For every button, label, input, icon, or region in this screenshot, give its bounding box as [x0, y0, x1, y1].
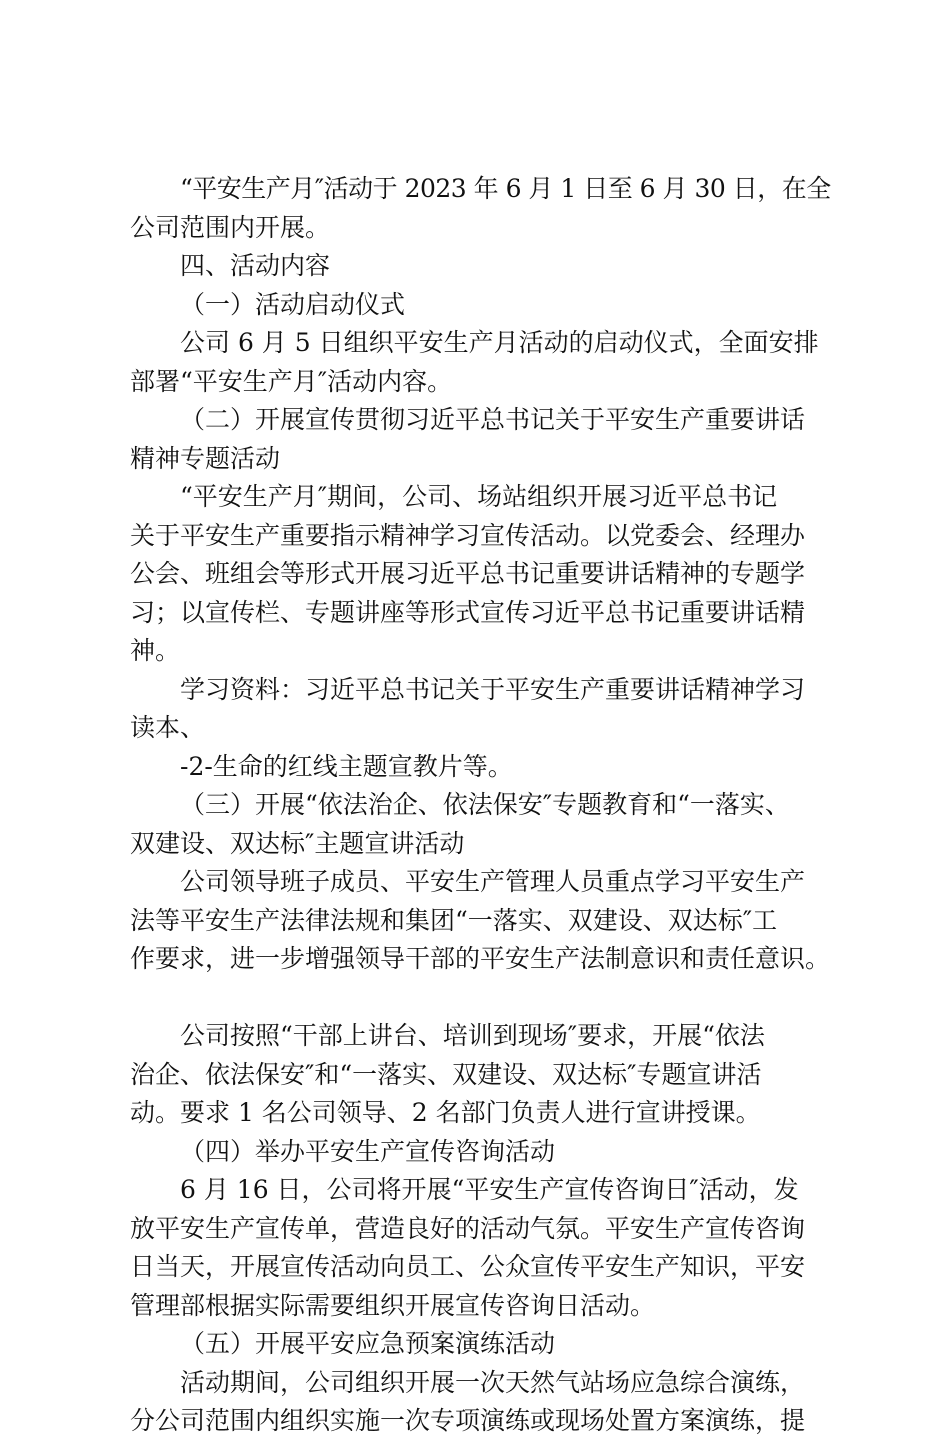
paragraph-line: 读本、	[130, 713, 206, 742]
paragraph-line: 关于平安生产重要指示精神学习宣传活动。以党委会、经理办	[130, 520, 806, 550]
paragraph-line: 作要求，进一步增强领导干部的平安生产法制意识和责任意识。	[130, 944, 831, 973]
paragraph-line: 公司范围内开展。	[130, 212, 331, 242]
paragraph-line: 学习资料：习近平总书记关于平安生产重要讲话精神学习	[180, 674, 806, 704]
subsection-heading: （四）举办平安生产宣传咨询活动	[180, 1136, 556, 1166]
paragraph-line: 公司领导班子成员、平安生产管理人员重点学习平安生产	[180, 867, 806, 896]
paragraph-line: 习；以宣传栏、专题讲座等形式宣传习近平总书记重要讲话精	[130, 597, 806, 627]
paragraph-line: 6 月 16 日，公司将开展“平安生产宣传咨询日″活动，发	[180, 1175, 799, 1204]
paragraph-line: 法等平安生产法律法规和集团“一落实、双建设、双达标″工	[130, 905, 778, 935]
paragraph-line: 神。	[130, 636, 181, 665]
paragraph-line: 部署“平安生产月″活动内容。	[130, 366, 453, 396]
section-heading: 四、活动内容	[180, 251, 331, 280]
paragraph-line: “平安生产月″活动于 2023 年 6 月 1 日至 6 月 30 日，在全	[180, 174, 831, 203]
paragraph-line: 管理部根据实际需要组织开展宣传咨询日活动。	[130, 1290, 656, 1320]
subsection-heading: （二）开展宣传贯彻习近平总书记关于平安生产重要讲话	[180, 405, 806, 434]
paragraph-line: 公司 6 月 5 日组织平安生产月活动的启动仪式，全面安排	[180, 328, 819, 357]
subsection-heading: （五）开展平安应急预案演练活动	[180, 1329, 556, 1358]
paragraph-line: -2-生命的红线主题宣教片等。	[180, 751, 513, 781]
paragraph-line: “平安生产月″期间，公司、场站组织开展习近平总书记	[180, 482, 778, 511]
paragraph-line: 公司按照“干部上讲台、培训到现场″要求，开展“依法	[180, 1021, 765, 1050]
paragraph-line: 分公司范围内组织实施一次专项演练或现场处置方案演练，提	[130, 1406, 806, 1435]
paragraph-line: 动。要求 1 名公司领导、2 名部门负责人进行宣讲授课。	[130, 1098, 761, 1127]
subsection-heading: 精神专题活动	[130, 443, 281, 473]
paragraph-line: 公会、班组会等形式开展习近平总书记重要讲话精神的专题学	[130, 559, 806, 588]
paragraph-line: 治企、依法保安″和“一落实、双建设、双达标″专题宣讲活	[130, 1059, 762, 1089]
subsection-heading: 双建设、双达标″主题宣讲活动	[130, 828, 465, 858]
subsection-heading: （三）开展“依法治企、依法保安″专题教育和“一落实、	[180, 790, 790, 819]
document-body	[130, 170, 830, 1441]
subsection-heading: （一）活动启动仪式	[180, 289, 406, 319]
paragraph-line: 日当天，开展宣传活动向员工、公众宣传平安生产知识，平安	[130, 1252, 806, 1281]
paragraph-line: 活动期间，公司组织开展一次天然气站场应急综合演练，	[180, 1367, 806, 1397]
paragraph-line: 放平安生产宣传单，营造良好的活动气氛。平安生产宣传咨询	[130, 1213, 806, 1243]
paragraph-gap	[130, 979, 830, 1018]
